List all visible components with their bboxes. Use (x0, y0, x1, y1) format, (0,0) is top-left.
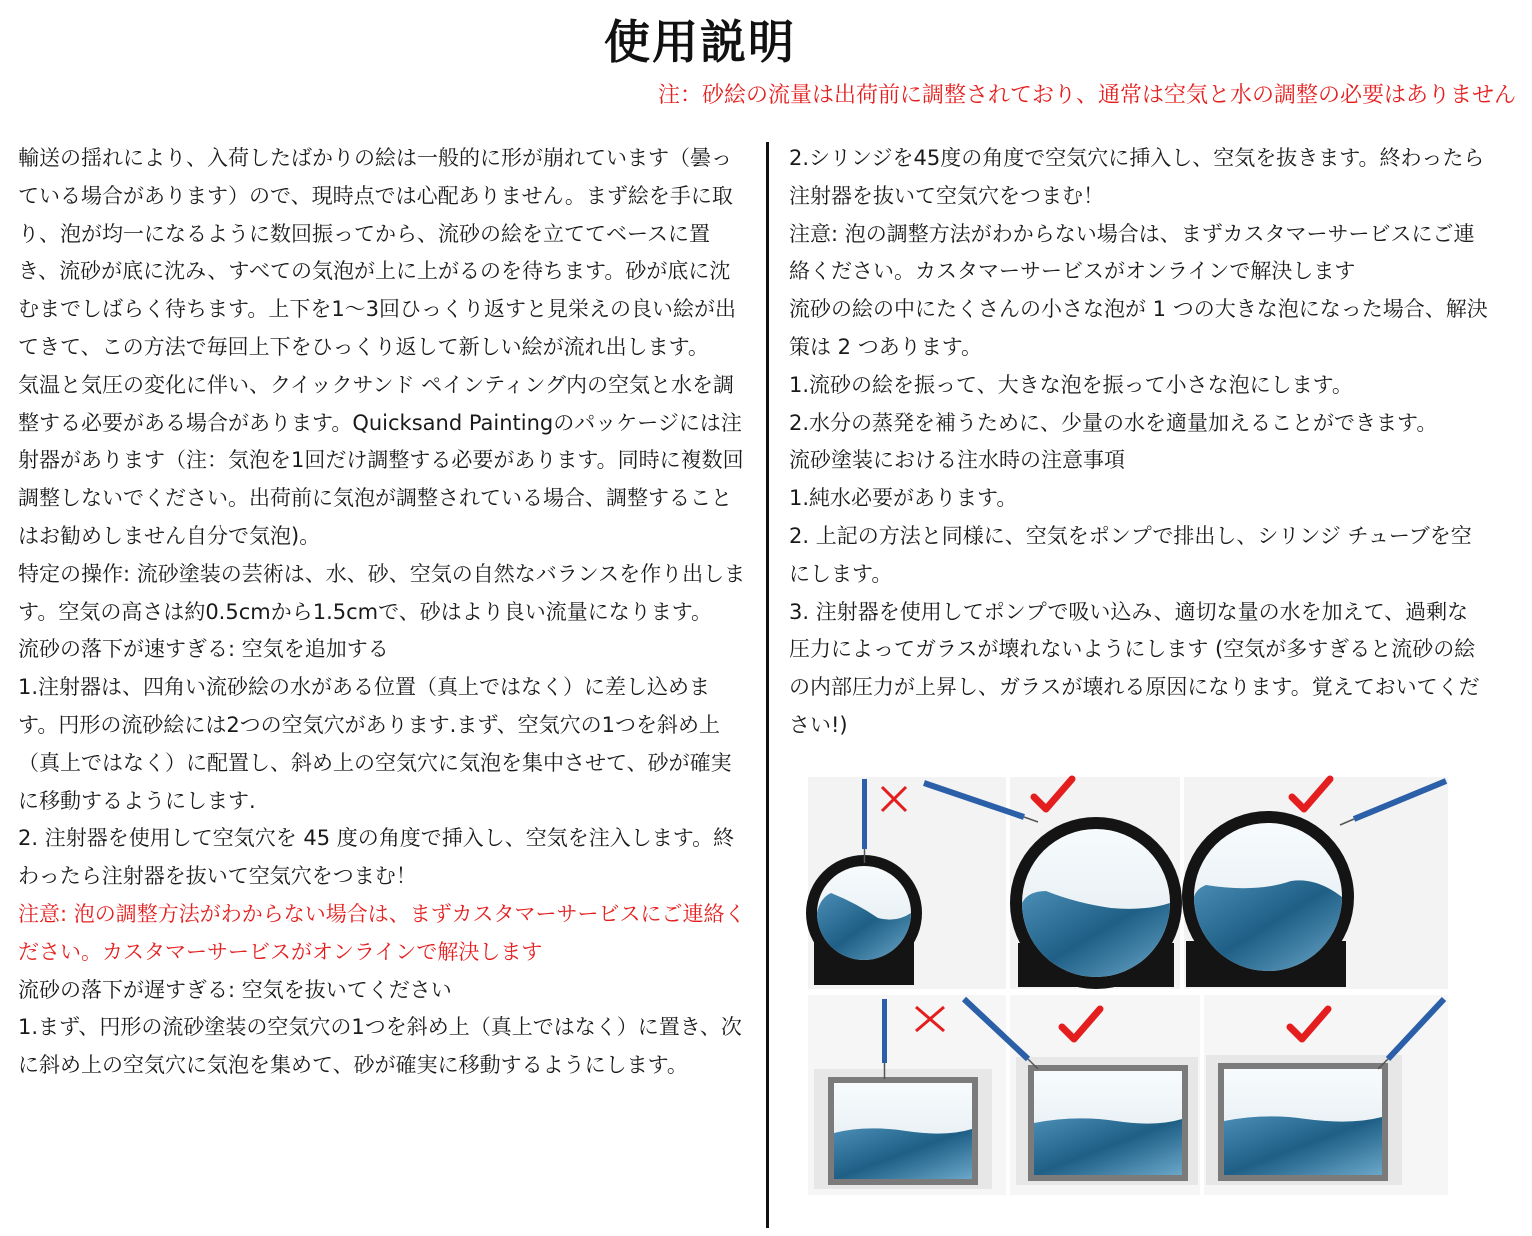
round-painting-large (1010, 817, 1182, 989)
instruction-figure (806, 773, 1450, 1198)
paragraph: 3. 注射器を使用してポンプで吸い込み、適切な量の水を加えて、過剰な圧力によってガラスが壊れないようにします (空気が多すぎると流砂の絵の内部圧力が上昇し、ガラスが壊れる原因になります。覚えておいてください!) (789, 599, 1480, 737)
square-painting (814, 1069, 992, 1189)
paragraph: 2. 注射器を使用して空気穴を 45 度の角度で挿入し、空気を注入します。終わったら注射器を抜いて空気穴をつまむ！ (18, 826, 735, 889)
paragraph: 注意: 泡の調整方法がわからない場合は、まずカスタマーサービスにご連絡ください。カスタマーサービスがオンラインで解決します (789, 221, 1475, 284)
round-painting-large (1182, 811, 1354, 987)
paragraph: 流砂の落下が遅すぎる: 空気を抜いてください (18, 977, 452, 1002)
paragraph: 1.注射器は、四角い流砂絵の水がある位置（真上ではなく）に差し込めます。円形の流砂絵には2つの空気穴があります.まず、空気穴の1つを斜め上（真上ではなく）に配置し、斜め上の空気穴に気泡を集中させて、砂が確実に移動するようにします. (18, 675, 732, 813)
paragraph: 2. 上記の方法と同様に、空気をポンプで排出し、シリンジ チューブを空にします。 (789, 523, 1472, 586)
square-painting (1016, 1057, 1198, 1185)
column-divider (766, 142, 769, 1228)
page-title: 使用説明 (604, 15, 796, 69)
paragraph: 2.水分の蒸発を補うために、少量の水を適量加えることができます。 (789, 410, 1438, 435)
syringe-illustration (806, 773, 1450, 1198)
paragraph: 特定の操作: 流砂塗装の芸術は、水、砂、空気の自然なバランスを作り出します。空気の高さは約0.5cmから1.5cmで、砂はより良い流量になります。 (18, 561, 746, 624)
paragraph: 気温と気圧の変化に伴い、クイックサンド ペインティング内の空気と水を調整する必要がある場合があります。Quicksand Paintingのパッケージには注射器があります（注：気泡を1回だけ調整する必要があります。同時に複数回調整しないでください。出荷前に気泡が調整されている場合、調整することはお勧めしません自分で気泡)。 (18, 372, 744, 548)
paragraph: 1.純水必要があります。 (789, 486, 1018, 511)
square-painting (1206, 1055, 1402, 1185)
left-column (18, 140, 746, 1085)
warning-paragraph: 注意: 泡の調整方法がわからない場合は、まずカスタマーサービスにご連絡ください。カスタマーサービスがオンラインで解決します (18, 901, 746, 964)
paragraph: 流砂の絵の中にたくさんの小さな泡が 1 つの大きな泡になった場合、解決策は 2 つあります。 (789, 297, 1488, 359)
round-painting-small (806, 855, 922, 985)
paragraph: 1.まず、円形の流砂塗装の空気穴の1つを斜め上（真上ではなく）に置き、次に斜め上の空気穴に気泡を集めて、砂が確実に移動するようにします。 (18, 1015, 742, 1078)
paragraph: 1.流砂の絵を振って、大きな泡を振って小さな泡にします。 (789, 372, 1353, 397)
paragraph: 流砂塗装における注水時の注意事項 (789, 448, 1125, 473)
paragraph: 2.シリンジを45度の角度で空気穴に挿入し、空気を抜きます。終わったら注射器を抜いて空気穴をつまむ！ (789, 146, 1485, 208)
paragraph: 輸送の揺れにより、入荷したばかりの絵は一般的に形が崩れています（曇っている場合があります）ので、現時点では心配ありません。まず絵を手に取り、泡が均一になるように数回振ってから、流砂の絵を立ててベースに置き、流砂が底に沈み、すべての気泡が上に上がるのを待ちます。砂が底に沈むまでしばらく待ちます。上下を1～3回ひっくり返すと見栄えの良い絵が出てきて、この方法で毎回上下をひっくり返して新しい絵が流れ出します。 (18, 146, 737, 359)
paragraph: 流砂の落下が速すぎる: 空気を追加する (18, 637, 389, 662)
shipping-note: 注：砂絵の流量は出荷前に調整されており、通常は空気と水の調整の必要はありません (657, 83, 1516, 108)
right-column (789, 140, 1489, 745)
